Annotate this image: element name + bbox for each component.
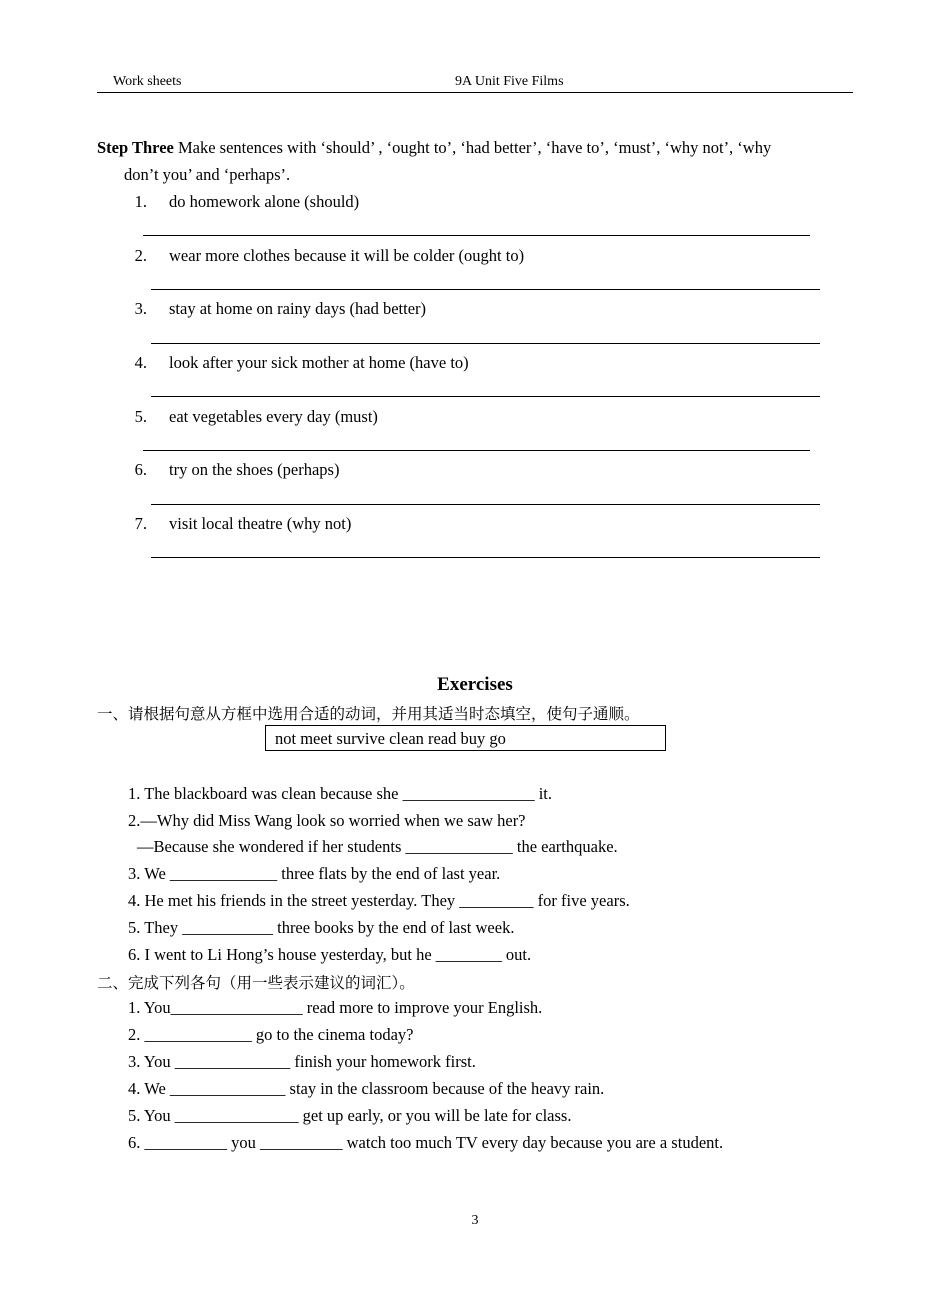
list-item [127, 192, 359, 212]
answer-line[interactable] [151, 396, 820, 397]
step-three-label: Step Three [97, 138, 174, 157]
header-left: Work sheets [113, 74, 182, 89]
item-text: wear more clothes because it will be colder (ought to) [169, 246, 525, 265]
exercises-title: Exercises [437, 674, 513, 695]
list-item [127, 246, 524, 266]
word-box: not meet survive clean read buy go [265, 725, 666, 751]
item-text: eat vegetables every day (must) [169, 407, 378, 426]
exercise-item: 1. The blackboard was clean because she ________________ it. [128, 784, 552, 803]
answer-line[interactable] [143, 450, 810, 451]
exercise-item: 5. They ___________ three books by the end of last week. [128, 918, 515, 937]
page-number: 3 [471, 1213, 479, 1228]
item-text: try on the shoes (perhaps) [169, 460, 340, 479]
item-text: do homework alone (should) [169, 192, 360, 211]
step-three-intro-line2: don’t you’ and ‘perhaps’. [124, 165, 291, 184]
item-number: 7. [134, 514, 147, 533]
exercise-item: 2. _____________ go to the cinema today? [128, 1025, 414, 1044]
list-item [127, 460, 339, 480]
part2-heading: 二、完成下列各句（用一些表示建议的词汇）。 [97, 974, 415, 992]
list-item [127, 353, 469, 373]
exercise-item: 2.—Why did Miss Wang look so worried when we saw her? [128, 811, 526, 830]
item-text: look after your sick mother at home (have to) [169, 353, 469, 372]
answer-line[interactable] [151, 557, 820, 558]
item-text: stay at home on rainy days (had better) [169, 299, 427, 318]
item-text: visit local theatre (why not) [169, 514, 352, 533]
list-item [127, 407, 378, 427]
exercise-item: 1. You________________ read more to improve your English. [128, 998, 543, 1017]
answer-line[interactable] [151, 289, 820, 290]
part1-heading: 一、请根据句意从方框中选用合适的动词，并用其适当时态填空，使句子通顺。 [97, 705, 640, 723]
item-number: 5. [134, 407, 147, 426]
item-number: 6. [134, 460, 147, 479]
item-number: 4. [134, 353, 147, 372]
exercise-item: 4. He met his friends in the street yesterday. They _________ for five years. [128, 891, 630, 910]
exercise-item: 6. I went to Li Hong’s house yesterday, but he ________ out. [128, 945, 532, 964]
answer-line[interactable] [151, 504, 820, 505]
step-three-intro [97, 138, 771, 158]
exercise-item: 3. We _____________ three flats by the end of last year. [128, 864, 501, 883]
answer-line[interactable] [151, 343, 820, 344]
exercise-item: —Because she wondered if her students _____________ the earthquake. [137, 837, 618, 856]
header-rule [97, 92, 853, 93]
step-three-intro-line1: Make sentences with ‘should’ , ‘ought to’, ‘had better’, ‘have to’, ‘must’, ‘why not’, ‘why [173, 138, 772, 157]
answer-line[interactable] [143, 235, 810, 236]
item-number: 2. [134, 246, 147, 265]
exercise-item: 5. You _______________ get up early, or you will be late for class. [128, 1106, 572, 1125]
list-item [127, 514, 351, 534]
exercise-item: 3. You ______________ finish your homework first. [128, 1052, 476, 1071]
exercise-item: 6. __________ you __________ watch too much TV every day because you are a student. [128, 1133, 724, 1152]
list-item [127, 299, 426, 319]
item-number: 3. [134, 299, 147, 318]
item-number: 1. [134, 192, 147, 211]
exercise-item: 4. We ______________ stay in the classroom because of the heavy rain. [128, 1079, 605, 1098]
header-center: 9A Unit Five Films [455, 74, 564, 89]
